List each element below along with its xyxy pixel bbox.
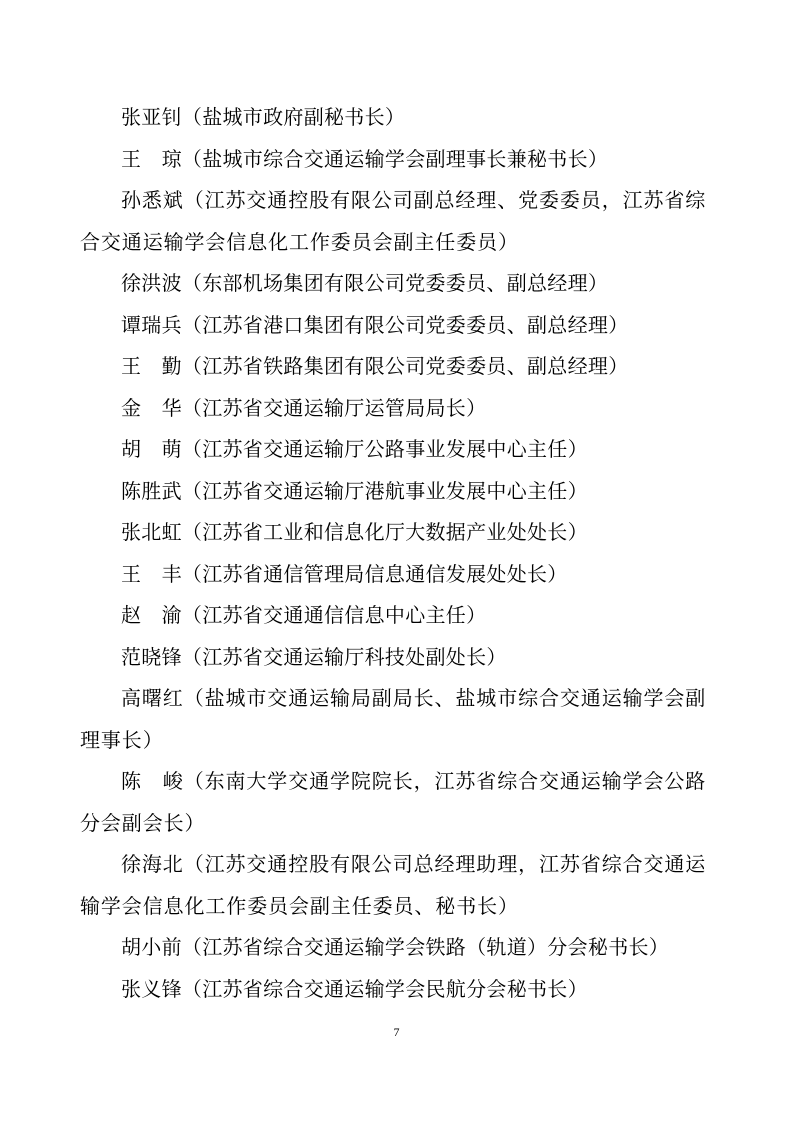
member-entry: 赵 渝（江苏省交通通信信息中心主任） — [121, 603, 487, 627]
member-entry: 孙悉斌（江苏交通控股有限公司副总经理、党委委员，江苏省综合交通运输学会信息化工作委员会副主任委员） — [80, 188, 707, 254]
member-entry: 金 华（江苏省交通运输厅运管局局长） — [121, 395, 487, 420]
member-entry: 张义锋（江苏省综合交通运输学会民航分会秘书长） — [121, 976, 588, 1001]
member-entry: 张亚钊（盐城市政府副秘书长） — [121, 105, 406, 129]
page-number: 7 — [393, 1025, 400, 1039]
member-entry: 范晓锋（江苏省交通运输厅科技处副处长） — [121, 644, 507, 669]
member-entry: 陈胜武（江苏省交通运输厅港航事业发展中心主任） — [121, 478, 588, 503]
member-list — [80, 97, 716, 1010]
member-entry: 王 丰（江苏省通信管理局信息通信发展处处长） — [121, 561, 568, 586]
member-entry: 胡小前（江苏省综合交通运输学会铁路（轨道）分会秘书长） — [121, 935, 670, 959]
member-entry: 王 勤（江苏省铁路集团有限公司党委委员、副总经理） — [121, 354, 629, 378]
member-entry: 王 琼（盐城市综合交通运输学会副理事长兼秘书长） — [121, 146, 609, 171]
member-entry: 胡 萌（江苏省交通运输厅公路事业发展中心主任） — [121, 437, 588, 461]
member-entry: 谭瑞兵（江苏省港口集团有限公司党委委员、副总经理） — [121, 312, 629, 337]
member-entry: 陈 峻（东南大学交通学院院长，江苏省综合交通运输学会公路分会副会长） — [80, 769, 707, 835]
member-entry: 张北虹（江苏省工业和信息化厅大数据产业处处长） — [121, 520, 588, 544]
member-entry: 徐洪波（东部机场集团有限公司党委委员、副总经理） — [121, 271, 609, 295]
member-entry: 徐海北（江苏交通控股有限公司总经理助理，江苏省综合交通运输学会信息化工作委员会副主任委员、秘书长） — [80, 852, 707, 918]
member-entry: 高曙红（盐城市交通运输局副局长、盐城市综合交通运输学会副理事长） — [80, 686, 707, 752]
